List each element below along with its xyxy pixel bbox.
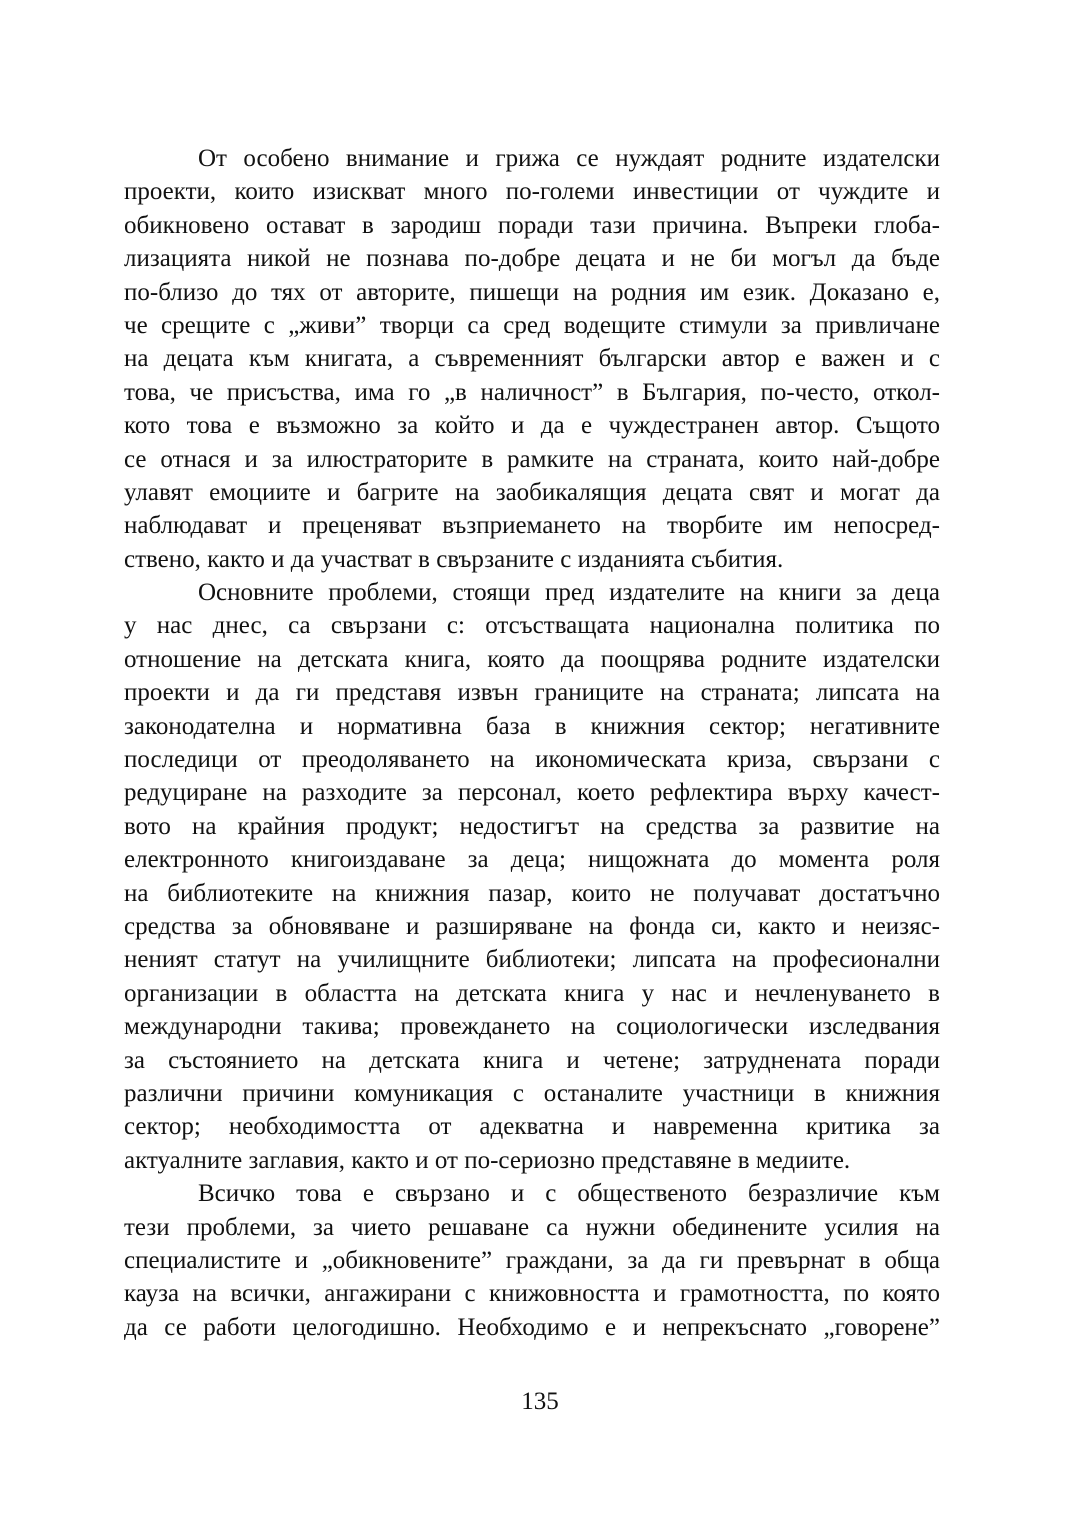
- body-text: [124, 142, 940, 1344]
- text-line: проекти и да ги представя извън границите на страната; липсата на: [124, 679, 940, 707]
- text-line: законодателна и нормативна база в книжния сектор; негативните: [124, 712, 940, 740]
- text-line: специалистите и „обикновените” граждани, за да ги превърнат в обща: [124, 1246, 940, 1274]
- text-line: сектор; необходимостта от адекватна и навременна критика за: [124, 1113, 940, 1141]
- text-line: проекти, които изискват много по-големи инвестиции от чуждите и: [124, 178, 940, 206]
- text-line: се отнася и за илюстраторите в рамките на страната, които най-добре: [124, 445, 940, 473]
- text-line: по-близо до тях от авторите, пишещи на родния им език. Доказано е,: [124, 278, 940, 306]
- paragraph-2: [124, 576, 940, 1177]
- text-line: кото това е възможно за който и да е чуждестранен автор. Същото: [124, 412, 940, 440]
- text-line: лизацията никой не познава по-добре децата и не би могъл да бъде: [124, 245, 940, 273]
- text-line: Всичко това е свързано и с общественото безразличие към: [198, 1180, 940, 1208]
- page-number: 135: [521, 1388, 559, 1415]
- text-line: актуалните заглавия, както и от по-сериозно представяне в медиите.: [124, 1146, 851, 1174]
- text-line: вото на крайния продукт; недостигът на средства за развитие на: [124, 812, 940, 840]
- text-line: различни причини комуникация с останалите участници в книжния: [124, 1079, 940, 1107]
- text-line: това, че присъства, има го „в наличност” в България, по-често, откол-: [124, 378, 940, 406]
- text-line: обикновено остават в зародиш поради тази причина. Въпреки глоба-: [124, 211, 940, 239]
- text-line: последици от преодоляването на икономическата криза, свързани с: [124, 746, 940, 774]
- text-line: тези проблеми, за чието решаване са нужни обединените усилия на: [124, 1213, 940, 1241]
- text-line: да се работи целогодишно. Необходимо е и непрекъснато „говорене”: [124, 1313, 940, 1341]
- text-line: ствено, както и да участват в свързаните с изданията събития.: [124, 545, 784, 573]
- text-line: редуциране на разходите за персонал, което рефлектира върху качест-: [124, 779, 940, 807]
- paragraph-1: [124, 142, 940, 576]
- text-line: организации в областта на детската книга у нас и нечленуването в: [124, 979, 940, 1007]
- text-line: електронното книгоиздаване за деца; нищожната до момента роля: [124, 846, 940, 874]
- text-line: Основните проблеми, стоящи пред издателите на книги за деца: [198, 579, 940, 607]
- text-line: че срещите с „живи” творци са сред водещите стимули за привличане: [124, 311, 940, 339]
- paragraph-3: [124, 1177, 940, 1344]
- text-line: наблюдават и преценяват възприемането на творбите им непосред-: [124, 512, 940, 540]
- text-line: улавят емоциите и багрите на заобикалящия децата свят и могат да: [124, 478, 940, 506]
- text-line: кауза на всички, ангажирани с книжовността и грамотността, по която: [124, 1280, 940, 1308]
- text-line: отношение на детската книга, която да поощрява родните издателски: [124, 645, 940, 673]
- text-line: неният статут на училищните библиотеки; липсата на професионални: [124, 946, 940, 974]
- text-line: От особено внимание и грижа се нуждаят родните издателски: [198, 145, 940, 172]
- text-line: на библиотеките на книжния пазар, които не получават достатъчно: [124, 879, 940, 907]
- text-line: у нас днес, са свързани с: отсъстващата национална политика по: [124, 612, 940, 640]
- text-line: международни такива; провеждането на социологически изследвания: [124, 1013, 940, 1041]
- text-line: средства за обновяване и разширяване на фонда си, както и неизяс-: [124, 912, 940, 940]
- text-line: на децата към книгата, а съвременният български автор е важен и с: [124, 345, 940, 373]
- text-line: за състоянието на детската книга и четене; затруднената поради: [124, 1046, 940, 1074]
